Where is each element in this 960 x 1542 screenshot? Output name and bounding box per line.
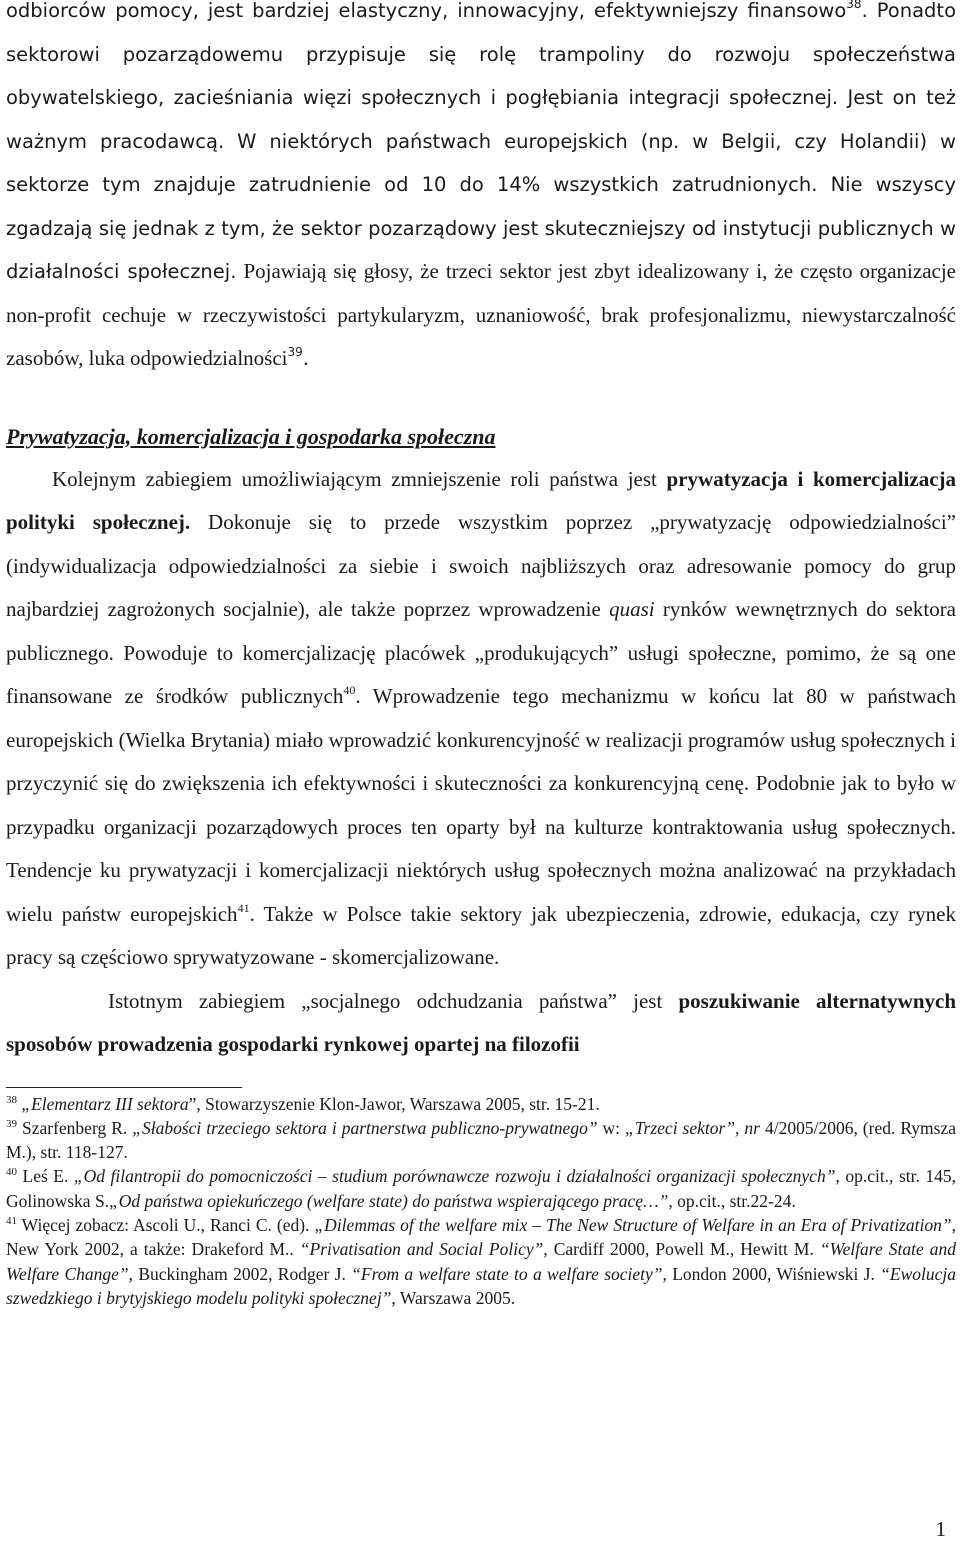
text-run: Istotnym zabiegiem „socjalnego odchudzania państwa” jest (108, 988, 679, 1013)
text-run: Pojawiają się głosy, że trzeci sektor jest zbyt idealizowany i, że często organizacje non-profit cechuje w rzeczywistości partykularyzm, uznaniowość, brak profesjonalizmu, niewystarczalność zasobów, luka odpowiedzialności (6, 259, 956, 370)
text-run: ”, Stowarzyszenie Klon-Jawor, Warszawa 2005, str. 15-21. (188, 1093, 600, 1114)
page-number: 1 (935, 1517, 946, 1541)
footnote-separator (6, 1087, 242, 1088)
text-run: . Także w Polsce takie sektory jak ubezpieczenia, zdrowie, edukacja, czy rynek pracy są częściowo sprywatyzowane - skomercjalizowane. (6, 901, 956, 969)
footnote-40 (6, 1164, 956, 1213)
text-run: , London 2000, Wiśniewski J. (662, 1263, 881, 1284)
paragraph-third-sector (6, 0, 956, 381)
italic-run: “Ewolucja szwedzkiego i brytyjskiego modelu polityki społecznej” (6, 1263, 956, 1308)
footnotes (6, 1092, 956, 1311)
text-run: , New York 2002, a także: Drakeford M.. (6, 1214, 956, 1260)
italic-run: „Słabości trzeciego sektora i partnerstwa publiczno-prywatnego” (132, 1117, 598, 1138)
italic-run: „Dilemmas of the welfare mix – The New Structure of Welfare in an Era of Privatization” (314, 1214, 952, 1235)
text-run: . (302, 347, 309, 370)
document-page (6, 0, 956, 1310)
footnote-number: 40 (6, 1166, 17, 1179)
text-run: 4/2005/2006, (red. Rymsza M.), str. 118-127. (6, 1117, 957, 1163)
bold-run: poszukiwanie alternatywnych sposobów prowadzenia gospodarki rynkowej opartej na filozofii (6, 988, 956, 1056)
section-heading: Prywatyzacja, komercjalizacja i gospodarka społeczna (6, 423, 496, 449)
text-run: , op.cit., str. 145, Golinowska S. (6, 1166, 956, 1211)
text-run: . Wprowadzenie tego mechanizmu w końcu lat 80 w państwach europejskich (Wielka Brytania) miało wprowadzić konkurencyjność w realizacji programów usług społecznych i przyczynić się do zwiększenia ich efektywności i skuteczności za konkurencyjną cenę. Podobnie jak to było w przypadku organizacji pozarządowych proces ten oparty był na kulturze kontraktowania usług społecznych. Tendencje ku prywatyzacji i komercjalizacji niektórych usług społecznych można analizować na przykładach wielu państw europejskich (6, 684, 957, 926)
footnote-41 (6, 1213, 956, 1310)
italic-run: quasi (609, 597, 655, 621)
text-run: . Ponadto sektorowi pozarządowemu przypisuje się rolę trampoliny do rozwoju społeczeństwa obywatelskiego, zacieśniania więzi społecznych i pogłębiania integracji społecznej. Jest on też ważnym pracodawcą. W niektórych państwach europejskich (np. w Belgii, czy Holandii) w sektorze tym znajduje zatrudnienie od 10 do 14% wszystkich zatrudnionych. Nie wszyscy zgadzają się jednak z tym, że sektor pozarządowy jest skuteczniejszy od instytucji publicznych w działalności społecznej. (6, 0, 956, 283)
footnote-number: 41 (6, 1214, 17, 1227)
italic-run: “From a welfare state to a welfare society” (351, 1263, 663, 1284)
footnote-ref-38[interactable]: 38 (846, 0, 862, 11)
italic-run: “Privatisation and Social Policy” (299, 1239, 544, 1260)
text-run: Dokonuje się to przede wszystkim poprzez „prywatyzację odpowiedzialności” (indywidualizacja odpowiedzialności za siebie i swoich najbliższych oraz adresowanie pomocy do grup najbardziej zagrożonych socjalnie), ale także poprzez wprowadzenie (6, 510, 956, 621)
italic-run: „Od filantropii do pomocniczości – studium porównawcze rozwoju i działalności organizacji społecznych” (73, 1166, 836, 1187)
footnote-39 (6, 1116, 956, 1165)
bold-run: prywatyzacja i komercjalizacja polityki społecznej. (6, 466, 957, 534)
text-run: Więcej zobacz: Ascoli U., Ranci C. (ed). (17, 1214, 315, 1235)
footnote-number: 39 (6, 1117, 17, 1130)
footnote-38 (6, 1092, 956, 1116)
text-run: odbiorców pomocy, jest bardziej elastyczny, innowacyjny, efektywniejszy finansowo (6, 0, 847, 22)
text-run: Szarfenberg R. (17, 1117, 133, 1138)
text-run: , op.cit., str.22-24. (668, 1190, 796, 1211)
paragraph-privatization (6, 458, 956, 980)
footnote-ref-40[interactable]: 40 (343, 683, 356, 697)
italic-run: „Elementarz III sektora (17, 1093, 189, 1114)
paragraph-social-economy (6, 980, 956, 1067)
text-run: rynków wewnętrznych do sektora publicznego. Powoduje to komercjalizację placówek „produkujących” usługi społeczne, pomimo, że są one finansowane ze środków publicznych (6, 597, 957, 708)
text-run: , Cardiff 2000, Powell M., Hewitt M. (543, 1239, 820, 1260)
text-run: Kolejnym zabiegiem umożliwiającym zmniejszenie roli państwa jest (52, 466, 667, 491)
text-run: , Buckingham 2002, Rodger J. (128, 1263, 352, 1284)
italic-run: „Trzeci sektor”, nr (625, 1117, 760, 1138)
footnote-number: 38 (6, 1093, 17, 1106)
italic-run: “Welfare State and Welfare Change” (6, 1239, 956, 1284)
italic-run: „Od państwa opiekuńczego (welfare state) do państwa wspierającego pracę…” (109, 1190, 669, 1211)
text-run: , Warszawa 2005. (391, 1287, 516, 1308)
footnote-ref-41[interactable]: 41 (237, 900, 250, 915)
text-run: Leś E. (17, 1166, 74, 1187)
footnote-ref-39[interactable]: 39 (287, 345, 303, 359)
text-run: w: (597, 1117, 626, 1138)
